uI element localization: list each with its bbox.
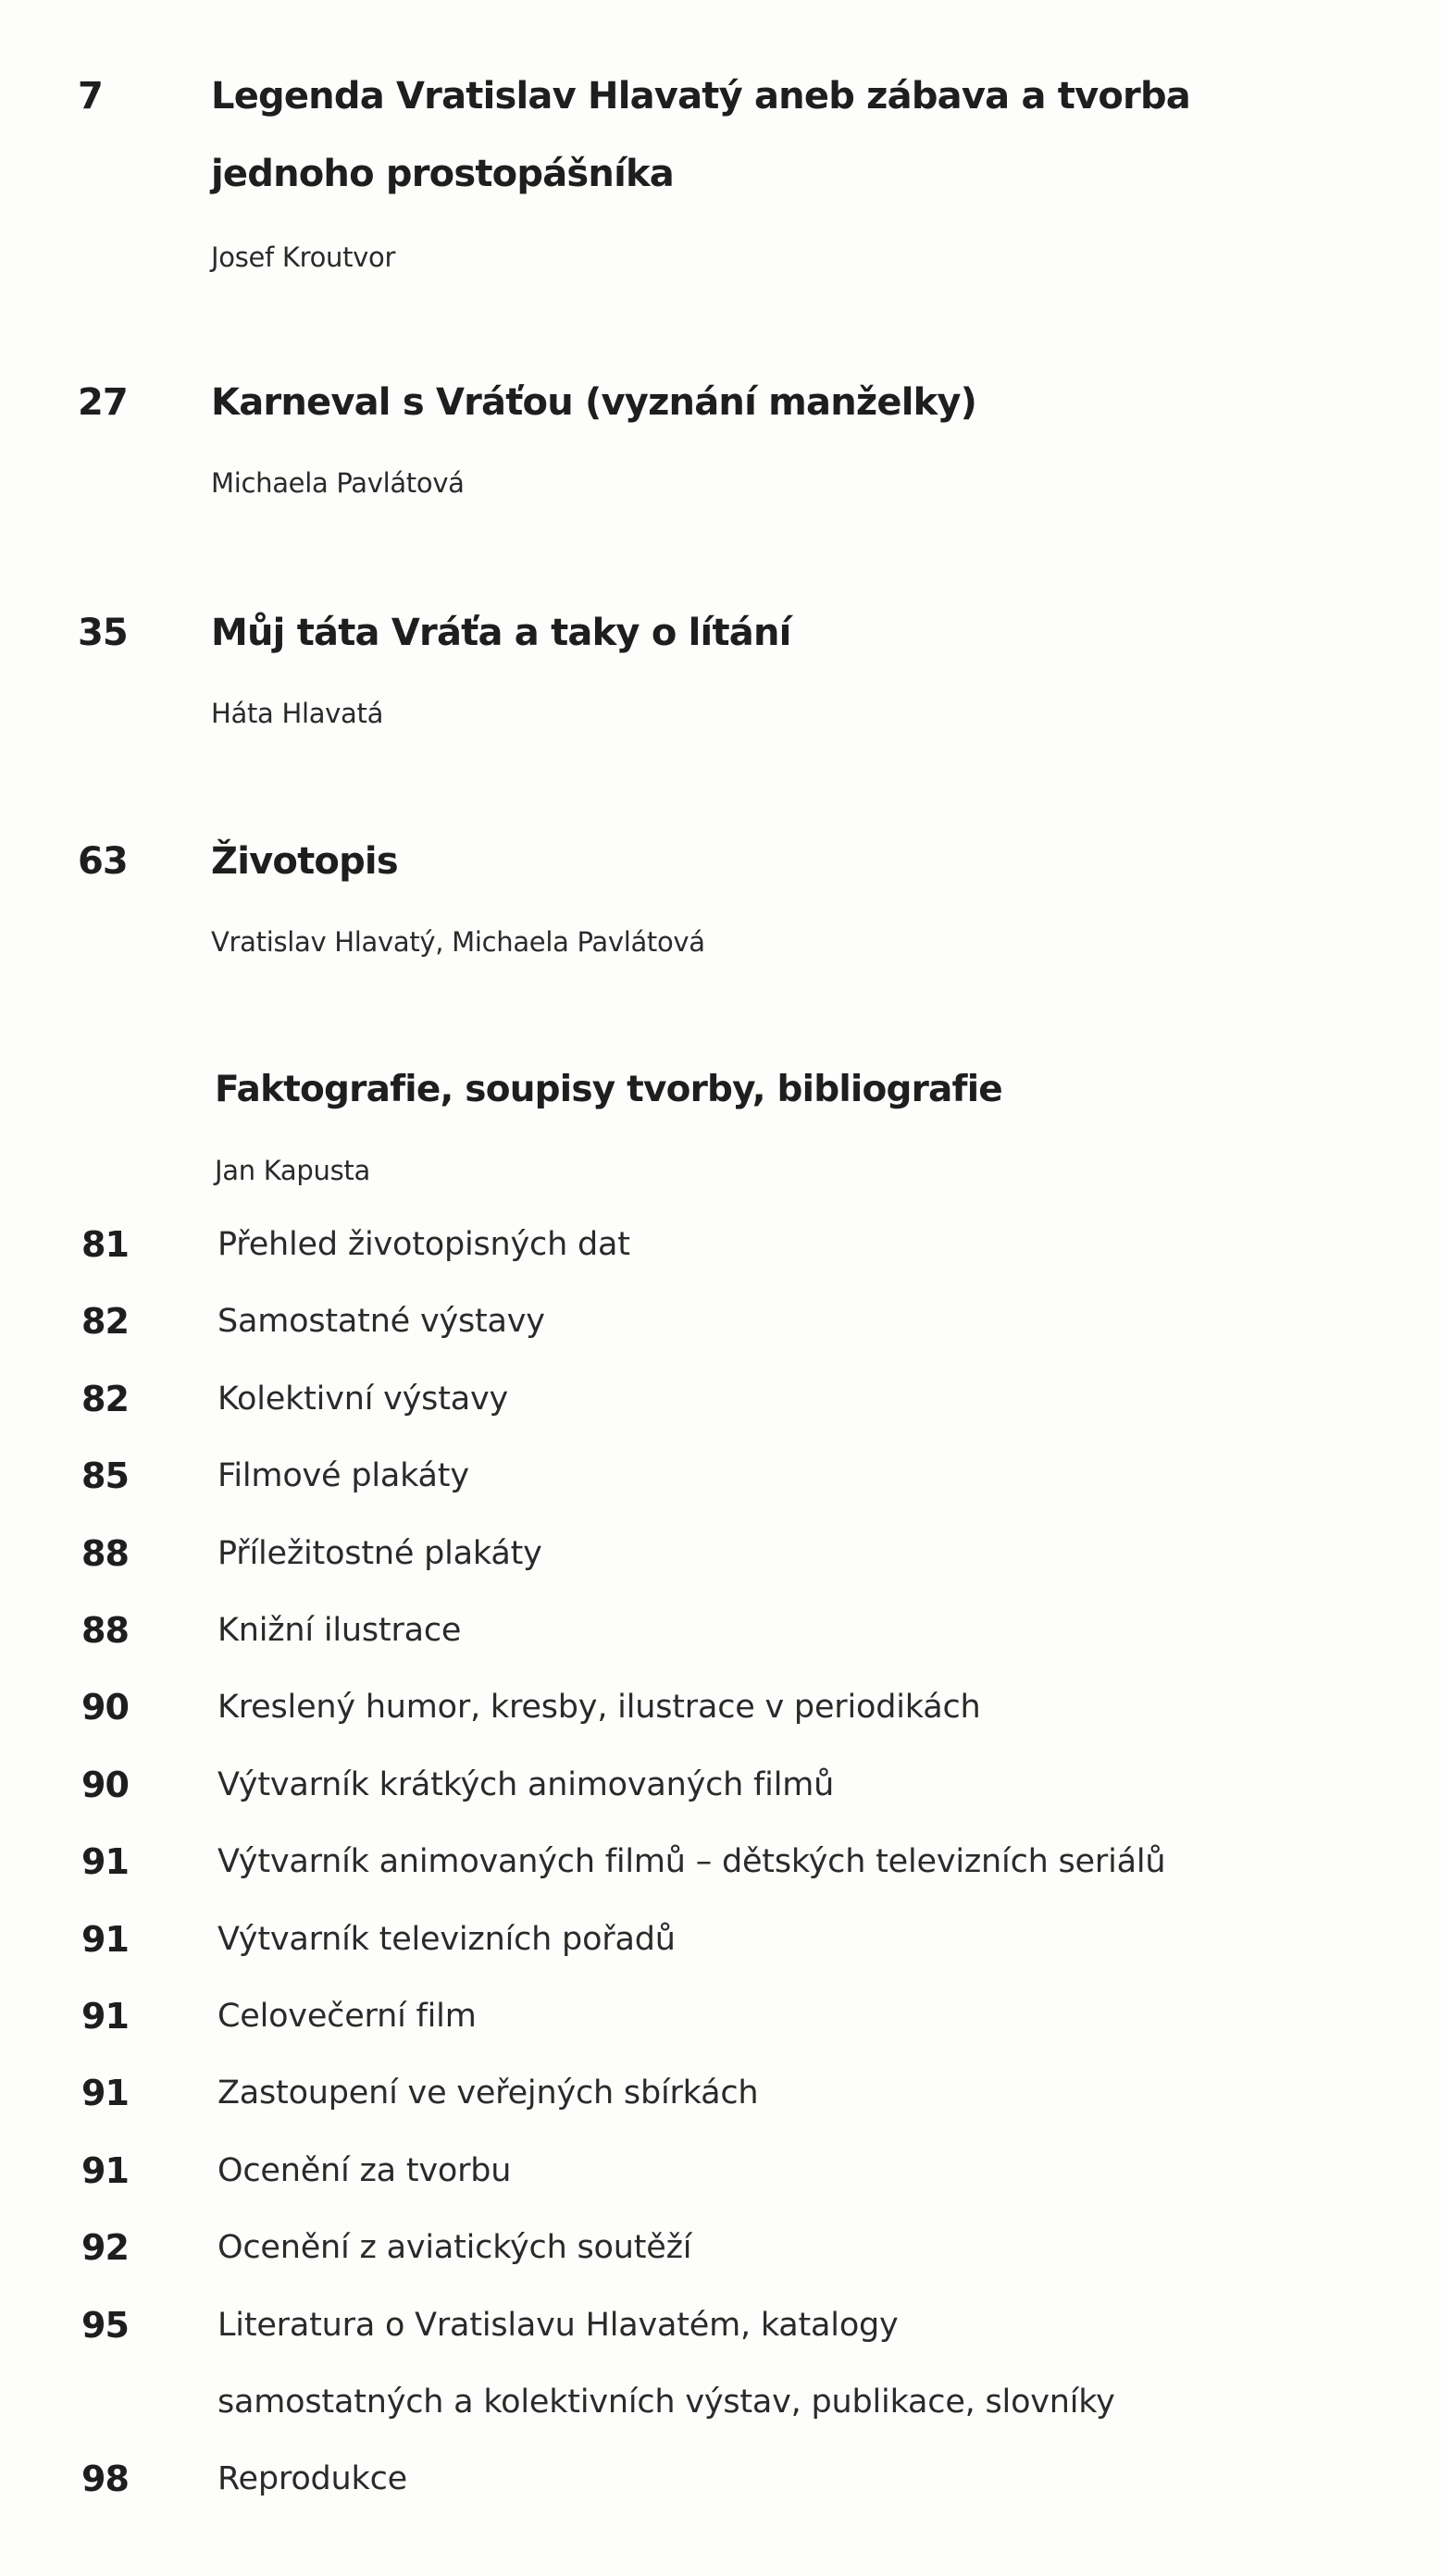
- item-title: Filmové plakáty: [217, 1457, 469, 1495]
- page-number: 90: [81, 1687, 129, 1728]
- chapter-title: Legenda Vratislav Hlavatý aneb zábava a tvorba: [211, 75, 1190, 118]
- page-number: 88: [81, 1532, 129, 1574]
- toc-item: [0, 2065, 1441, 2121]
- toc-item: [0, 1526, 1441, 1581]
- toc-entry-63: [0, 834, 1441, 889]
- item-title: Příležitostné plakáty: [217, 1534, 542, 1572]
- section-author-row: [0, 1143, 1441, 1198]
- toc-item: [0, 1294, 1441, 1349]
- page-number: 27: [78, 381, 128, 424]
- page-number: 35: [78, 612, 128, 654]
- toc-item: [0, 1757, 1441, 1813]
- toc-item: [0, 1834, 1441, 1889]
- item-title: Kreslený humor, kresby, ilustrace v periodikách: [217, 1689, 981, 1727]
- item-title: Výtvarník televizních pořadů: [217, 1920, 676, 1958]
- page-number: 85: [81, 1455, 129, 1497]
- page-number: 95: [81, 2304, 129, 2346]
- page-number: 88: [81, 1610, 129, 1651]
- page-number: 81: [81, 1224, 129, 1265]
- item-title: Kolektivní výstavy: [217, 1380, 508, 1418]
- toc-entry-7-line2: [0, 146, 1441, 202]
- chapter-author: Michaela Pavlátová: [211, 467, 465, 499]
- item-title: Knižní ilustrace: [217, 1612, 462, 1649]
- chapter-author: Josef Kroutvor: [211, 242, 396, 273]
- page-number: 91: [81, 1996, 129, 2037]
- item-title: Přehled životopisných dat: [217, 1226, 630, 1263]
- toc-item: [0, 1988, 1441, 2044]
- page-number: 82: [81, 1378, 129, 1419]
- section-author: Jan Kapusta: [215, 1155, 370, 1186]
- toc-author-row: [0, 914, 1441, 970]
- page-number: 91: [81, 1841, 129, 1883]
- toc-item: [0, 2451, 1441, 2507]
- item-title: Reprodukce: [217, 2460, 407, 2498]
- page-number: 91: [81, 2149, 129, 2191]
- chapter-author: Vratislav Hlavatý, Michaela Pavlátová: [211, 926, 705, 958]
- chapter-title-cont: jednoho prostopášníka: [211, 153, 674, 195]
- item-title: Celovečerní film: [217, 1998, 477, 2035]
- page-number: 90: [81, 1764, 129, 1805]
- toc-item: [0, 2220, 1441, 2275]
- toc-item: [0, 2143, 1441, 2198]
- toc-entry-27: [0, 375, 1441, 430]
- toc-item: [0, 2374, 1441, 2430]
- toc-entry-7: [0, 68, 1441, 124]
- chapter-title: Můj táta Vráťa a taky o lítání: [211, 612, 791, 654]
- toc-author-row: [0, 229, 1441, 285]
- item-title: samostatných a kolektivních výstav, publikace, slovníky: [217, 2384, 1115, 2421]
- toc-item: [0, 1371, 1441, 1427]
- toc-entry-35: [0, 605, 1441, 661]
- page-number: 98: [81, 2458, 129, 2500]
- chapter-title: Karneval s Vráťou (vyznání manželky): [211, 381, 977, 424]
- item-title: Zastoupení ve veřejných sbírkách: [217, 2074, 759, 2112]
- chapter-author: Háta Hlavatá: [211, 698, 384, 729]
- item-title: Literatura o Vratislavu Hlavatém, katalogy: [217, 2306, 899, 2344]
- section-title: Faktografie, soupisy tvorby, bibliografie: [215, 1069, 1002, 1110]
- page-number: 82: [81, 1301, 129, 1343]
- toc-item: [0, 1679, 1441, 1735]
- item-title: Výtvarník animovaných filmů – dětských televizních seriálů: [217, 1843, 1166, 1881]
- page-number: 91: [81, 1918, 129, 1960]
- toc-item: [0, 1603, 1441, 1658]
- toc-item: [0, 1912, 1441, 1967]
- section-heading-row: [0, 1062, 1441, 1118]
- page-number: 91: [81, 2073, 129, 2114]
- item-title: Ocenění za tvorbu: [217, 2151, 512, 2189]
- toc-item: [0, 1217, 1441, 1272]
- item-title: Výtvarník krátkých animovaných filmů: [217, 1765, 835, 1803]
- page-number: 7: [78, 75, 103, 118]
- item-title: Samostatné výstavy: [217, 1303, 545, 1341]
- toc-item: [0, 1448, 1441, 1504]
- page-number: 92: [81, 2227, 129, 2269]
- page-number: 63: [78, 840, 128, 883]
- toc-author-row: [0, 455, 1441, 511]
- toc-item: [0, 2297, 1441, 2353]
- chapter-title: Životopis: [211, 840, 398, 883]
- item-title: Ocenění z aviatických soutěží: [217, 2229, 692, 2267]
- toc-author-row: [0, 686, 1441, 741]
